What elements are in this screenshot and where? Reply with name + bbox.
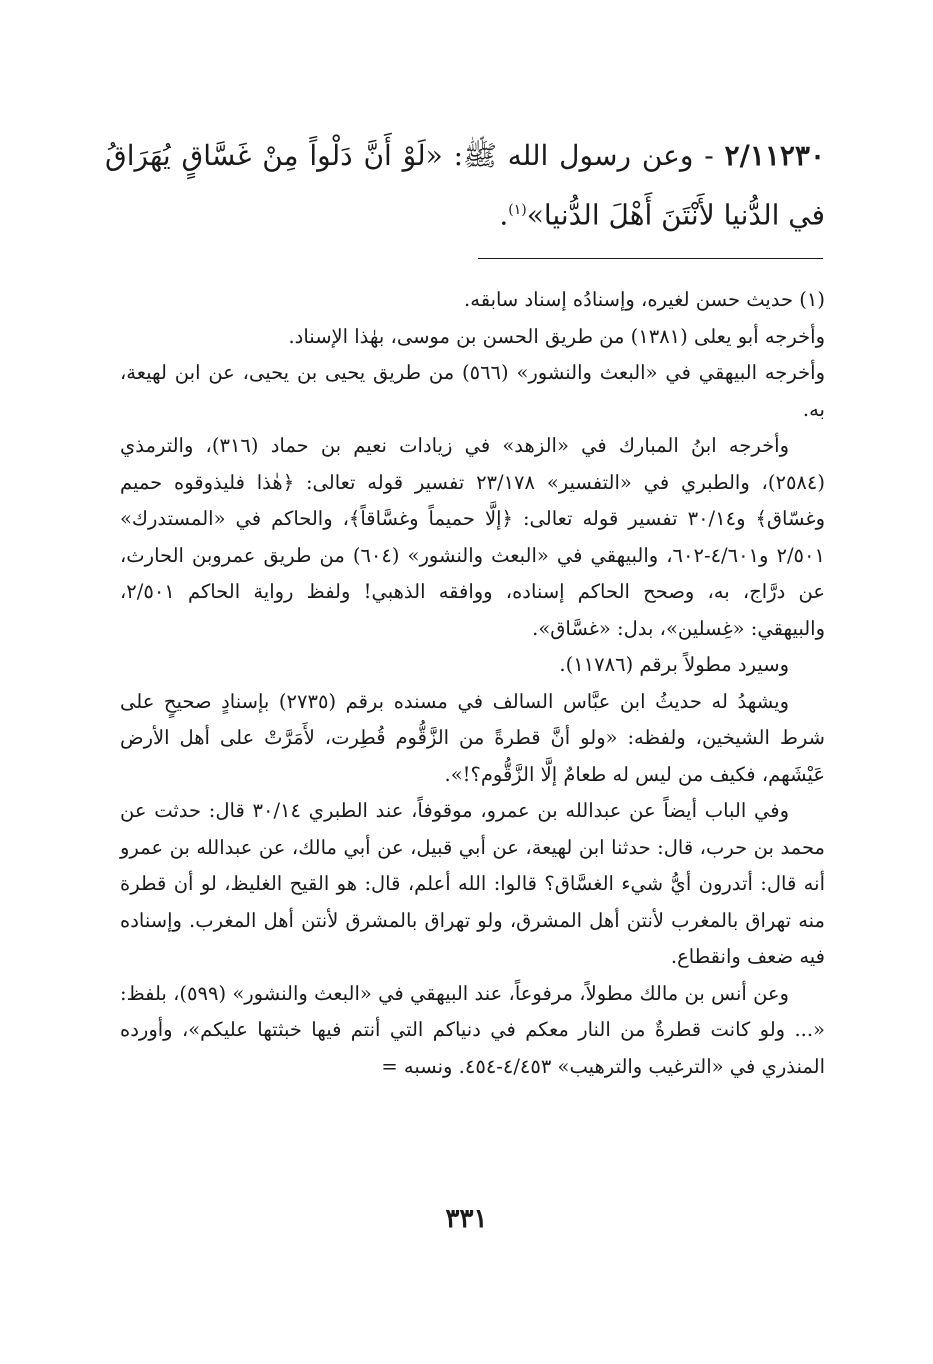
hadith-text — [105, 128, 825, 242]
hadith-end: . — [499, 198, 509, 232]
footnote-paragraph: وأخرجه ابنُ المبارك في «الزهد» في زيادات نعيم بن حماد (٣١٦)، والترمذي (٢٥٨٤)، والطبري في «التفسير» ٢٣/١٧٨ تفسير قوله تعالى: ﴿هٰذا فليذوقوه حميم وغسّاق﴾ و٣٠/١٤ تفسير قوله تعالى: ﴿إلَّا حميماً وغسَّاقاً﴾، والحاكم في «المستدرك» ٢/٥٠١ و٤/٦٠١-٦٠٢، والبيهقي في «البعث والنشور» (٦٠٤) من طريق عمروبن الحارث، عن درَّاج، به، وصحح الحاكم إسناده، ووافقه الذهبي! ولفظ رواية الحاكم ٢/٥٠١، والبيهقي: «غِسلين»، بدل: «غسَّاق». — [120, 434, 825, 640]
footnote-ref[interactable]: (١) — [508, 202, 527, 218]
footnote-paragraph: وسيرد مطولاً برقم (١١٧٨٦). — [559, 653, 789, 676]
footnote-paragraph: وفي الباب أيضاً عن عبدالله بن عمرو، موقوفاً، عند الطبري ٣٠/١٤ قال: حدثت عن محمد بن حرب، قال: حدثنا ابن لهيعة، عن أبي قبيل، عن أبي مالك، عن عبدالله بن عمرو أنه قال: أتدرون أيُّ شيء الغسَّاق؟ قالوا: الله أعلم، قال: هو القيح الغليظ، لو أن قطرة منه تهراق بالمغرب لأنتن أهل المشرق، ولو تهراق بالمشرق لأنتن أهل المغرب. وإسناده فيه ضعف وانقطاع. — [120, 799, 825, 968]
hadith-body: - وعن رسول الله ﷺ: «لَوْ أَنَّ دَلْواً مِنْ غَسَّاقٍ يُهَرَاقُ في الدُّنيا لأَنْتَنَ أَهْلَ الدُّنيا» — [105, 139, 825, 232]
footnote-paragraph: ويشهدُ له حديثُ ابن عبَّاس السالف في مسنده برقم (٢٧٣٥) بإسنادٍ صحيحٍ على شرط الشيخين، ولفظه: «ولو أنَّ قطرةً من الزَّقُّوم قُطِرت، لأَمَرَّتْ على أهل الأرض عَيْشَهم، فكيف من ليس له طعامٌ إلَّا الزَّقُّوم؟!». — [120, 689, 825, 786]
footnote-paragraph: وعن أنس بن مالك مطولاً، مرفوعاً، عند البيهقي في «البعث والنشور» (٥٩٩)، بلفظ: «... ولو كانت قطرةٌ من النار معكم في دنياكم التي أنتم فيها خبثتها عليكم»، وأورده المنذري في «الترغيب والترهيب» ٤/٤٥٣-٤٥٤. ونسبه = — [120, 976, 825, 1086]
footnote-divider — [478, 258, 823, 259]
page-number: ٣٣١ — [445, 1204, 488, 1234]
footnotes — [120, 282, 825, 1085]
footnote-paragraph: وأخرجه أبو يعلى (١٣٨١) من طريق الحسن بن موسى، بهٰذا الإسناد. — [288, 324, 825, 348]
hadith-number: ٢/١١٢٣٠ — [724, 139, 826, 172]
footnote-paragraph: وأخرجه البيهقي في «البعث والنشور» (٥٦٦) من طريق يحيى بن يحيى، عن ابن لهيعة، به. — [120, 361, 825, 421]
footnote-paragraph: (١) حديث حسن لغيره، وإسنادُه إسناد سابقه. — [464, 288, 825, 311]
